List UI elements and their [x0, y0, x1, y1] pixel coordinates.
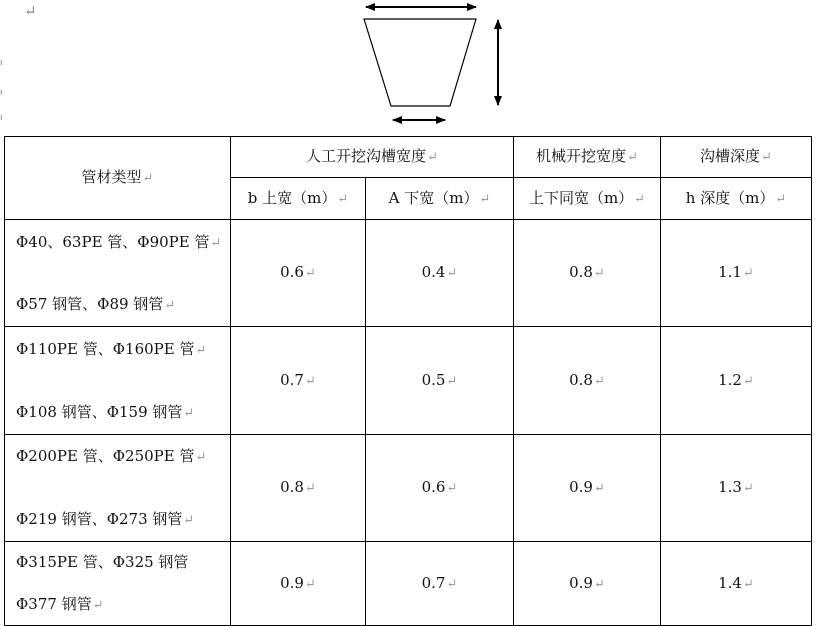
bottom-width-value: 0.4↵ [366, 220, 514, 327]
depth-value: 1.2↵ [661, 327, 812, 435]
top-width-value: 0.8↵ [231, 435, 366, 542]
trench-cross-section-diagram [0, 0, 817, 136]
pipe-line-1: Φ200PE 管、Φ250PE 管↵ [16, 447, 207, 465]
pipe-line-2: Φ219 钢管、Φ273 钢管↵ [16, 510, 195, 528]
header-row [5, 137, 812, 178]
table-row [5, 542, 812, 626]
pipe-line-2: Φ57 钢管、Φ89 钢管↵ [16, 295, 176, 313]
ruler-tick: ı [0, 88, 3, 98]
bottom-width-header: A 下宽（m）↵ [366, 178, 514, 220]
table-row [5, 435, 812, 542]
pipe-line-1: Φ315PE 管、Φ325 钢管 [16, 553, 189, 571]
bottom-width-value: 0.5↵ [366, 327, 514, 435]
pipe-line-1: Φ40、63PE 管、Φ90PE 管↵ [16, 233, 222, 251]
top-width-value: 0.6↵ [231, 220, 366, 327]
depth-value: 1.4↵ [661, 542, 812, 626]
top-width-header: b 上宽（m）↵ [231, 178, 366, 220]
depth-value: 1.1↵ [661, 220, 812, 327]
top-width-value: 0.9↵ [231, 542, 366, 626]
pipe-type-cell [5, 542, 231, 626]
pipe-line-1: Φ110PE 管、Φ160PE 管↵ [16, 340, 207, 358]
top-width-value: 0.7↵ [231, 327, 366, 435]
depth-header: 沟槽深度↵ [661, 137, 812, 178]
table-row [5, 220, 812, 327]
paragraph-mark-icon: ↵ [24, 2, 37, 20]
machine-width-value: 0.9↵ [514, 542, 661, 626]
depth-value: 1.3↵ [661, 435, 812, 542]
pipe-type-cell [5, 220, 231, 327]
trench-outline [364, 19, 476, 106]
machine-width-value: 0.8↵ [514, 327, 661, 435]
machine-width-value: 0.9↵ [514, 435, 661, 542]
pipe-type-header: 管材类型↵ [5, 137, 231, 220]
manual-width-header: 人工开挖沟槽宽度↵ [231, 137, 514, 178]
machine-width-value: 0.8↵ [514, 220, 661, 327]
pipe-line-2: Φ377 钢管↵ [16, 595, 104, 613]
pipe-type-cell [5, 327, 231, 435]
pipe-type-cell [5, 435, 231, 542]
bottom-width-value: 0.7↵ [366, 542, 514, 626]
depth-sub-header: h 深度（m）↵ [661, 178, 812, 220]
ruler-tick: ı [0, 58, 3, 68]
machine-width-header: 机械开挖宽度↵ [514, 137, 661, 178]
same-width-header: 上下同宽（m）↵ [514, 178, 661, 220]
pipe-line-2: Φ108 钢管、Φ159 钢管↵ [16, 403, 195, 421]
table-row [5, 327, 812, 435]
ruler-tick: ı [0, 113, 3, 123]
bottom-width-value: 0.6↵ [366, 435, 514, 542]
trench-dimension-table [4, 136, 812, 626]
